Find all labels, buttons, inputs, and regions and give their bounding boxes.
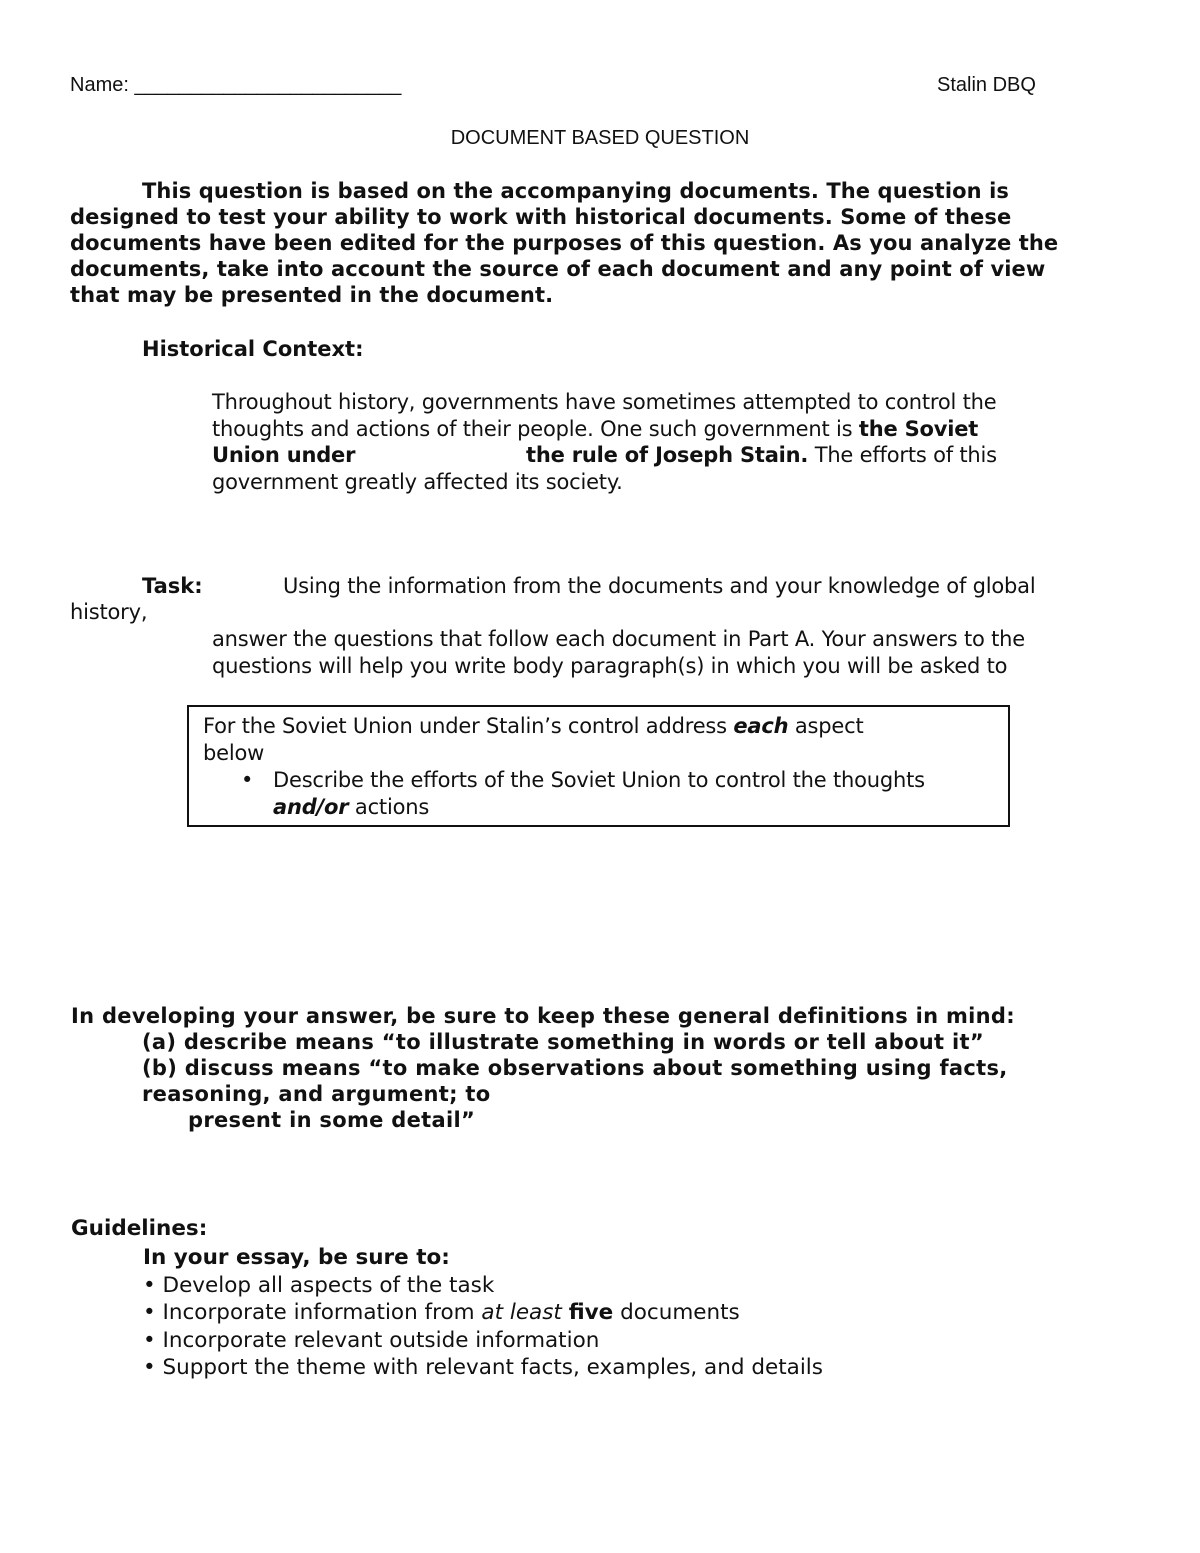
definitions-intro: In developing your answer, be sure to keep these general definitions in mind: [71,1004,1015,1028]
task-box-bullet-item: • Describe the efforts of the Soviet Union to control the thoughts and/or actions [241,768,925,819]
definition-discuss-line-1: (b) discuss means “to make observations about something using facts, [142,1056,1008,1080]
task-box-text [203,713,925,821]
task-label: Task: [142,574,203,598]
document-id: Stalin DBQ [937,74,1036,96]
definition-describe: (a) describe means “to illustrate something in words or tell about it” [142,1030,984,1054]
intro-paragraph [70,178,1058,308]
definition-discuss-line-2: reasoning, and argument; to [142,1082,491,1106]
task-line-3: questions will help you write body paragraph(s) in which you will be asked to [212,654,1008,678]
task-line-1-wrap: history, [70,600,148,624]
context-line-2: thoughts and actions of their people. One such government is the Soviet [212,416,979,441]
historical-context-text [212,389,997,495]
task-box-line-2: below [203,741,265,765]
name-field-label: Name: ________________________ [70,74,402,96]
guidelines-list [143,1244,823,1382]
intro-line-5: that may be presented in the document. [70,283,554,307]
task-box-line-1: For the Soviet Union under Stalin’s control address each aspect [203,714,864,738]
intro-line-1: This question is based on the accompanying documents. The question is [142,179,1010,203]
context-line-1: Throughout history, governments have sometimes attempted to control the [212,390,997,414]
intro-line-2: designed to test your ability to work with historical documents. Some of these [70,205,1012,229]
task-line-2: answer the questions that follow each document in Part A. Your answers to the [212,627,1025,651]
guideline-item: • Incorporate relevant outside information [143,1327,600,1353]
guidelines-heading: Guidelines: [71,1216,208,1241]
definitions-section [71,1003,1015,1133]
guideline-item: • Incorporate information from at least five documents [143,1300,740,1325]
intro-line-4: documents, take into account the source of each document and any point of view [70,257,1046,281]
guidelines-subheading: In your essay, be sure to: [143,1245,450,1270]
page-title: DOCUMENT BASED QUESTION [450,127,750,149]
context-line-4: government greatly affected its society. [212,469,623,494]
guideline-item: • Develop all aspects of the task [143,1272,495,1298]
definition-discuss-line-3: present in some detail” [188,1108,476,1132]
task-line-1: Using the information from the documents and your knowledge of global [283,574,1036,598]
guideline-item: • Support the theme with relevant facts, examples, and details [143,1355,823,1380]
context-line-3: Union under the rule of Joseph Stain. The efforts of this [212,443,997,467]
bullet-icon: • [241,768,254,792]
intro-line-3: documents have been edited for the purposes of this question. As you analyze the [70,231,1059,255]
task-text [212,626,1025,680]
historical-context-heading: Historical Context: [142,337,364,361]
